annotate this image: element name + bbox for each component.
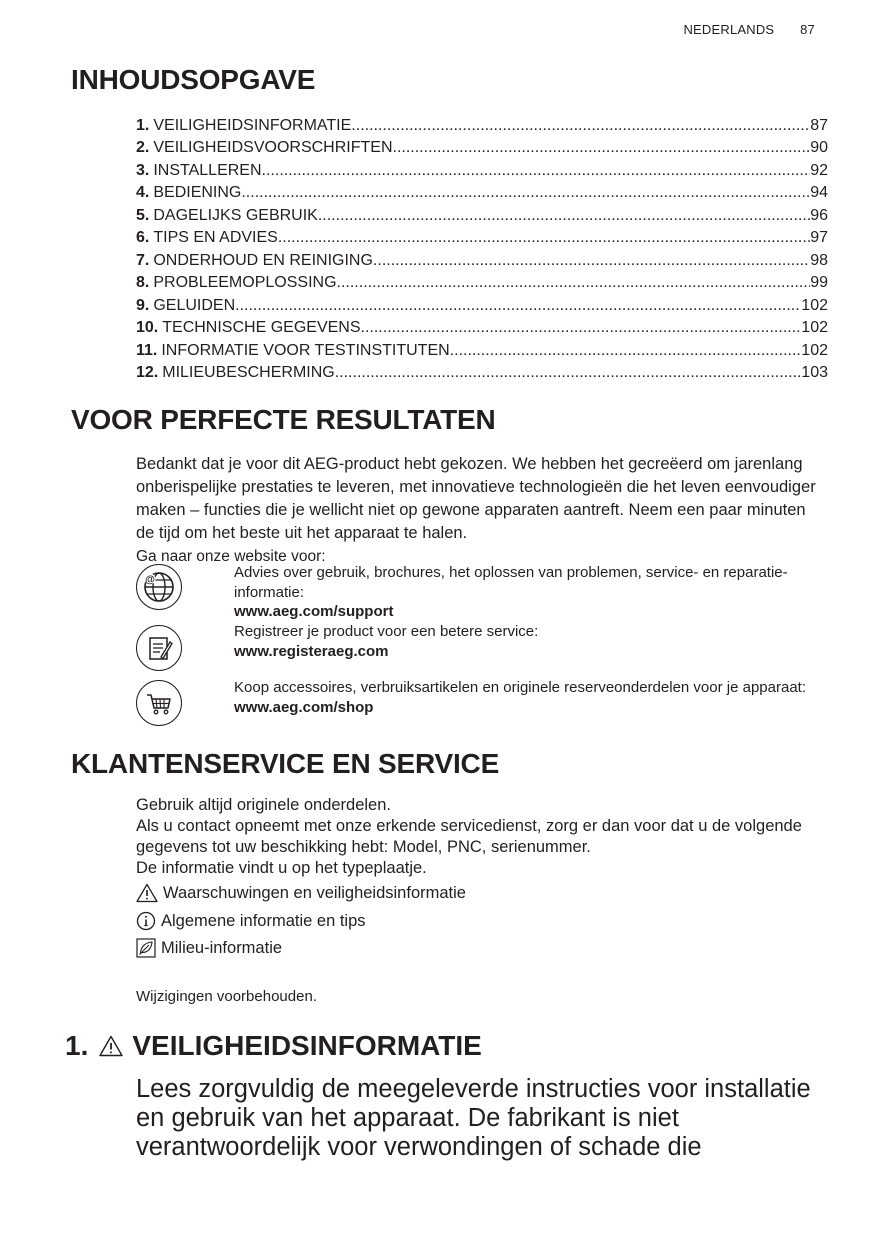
toc-dot-leader	[450, 341, 802, 360]
toc-dot-leader	[235, 296, 801, 315]
toc-entry-number: 4.	[136, 184, 150, 201]
toc-entry[interactable]	[136, 292, 828, 315]
register-link-url[interactable]: www.registeraeg.com	[234, 642, 389, 660]
toc-entry-number: 9.	[136, 296, 150, 314]
toc-dot-leader	[278, 228, 810, 247]
service-line-3: De informatie vindt u op het typeplaatje.	[136, 859, 427, 877]
toc-entry-number: 6.	[136, 229, 150, 246]
toc-entry[interactable]	[136, 337, 828, 360]
toc-entry-label: BEDIENING	[153, 184, 242, 201]
toc-entry-label: VEILIGHEIDSVOORSCHRIFTEN	[153, 139, 393, 156]
register-link-text: Registreer je product voor een betere service:	[234, 623, 539, 640]
legend-environment	[136, 937, 282, 959]
support-link-text: Advies over gebruik, brochures, het oplossen van problemen, service- en reparatie-informatie:	[234, 564, 788, 601]
toc-dot-leader	[361, 318, 802, 337]
leaf-icon	[136, 937, 156, 959]
intro-paragraph	[136, 453, 826, 568]
support-link-block	[234, 563, 814, 622]
toc-dot-leader	[337, 273, 811, 292]
toc-entry-number: 8.	[136, 274, 150, 291]
toc-entry-page: 103	[801, 364, 828, 381]
toc-dot-leader	[393, 138, 811, 157]
register-link-block	[234, 622, 814, 661]
header-page-number: 87	[800, 22, 815, 37]
toc-entry-page: 99	[810, 274, 828, 291]
page-header	[683, 22, 815, 37]
toc-entry-number: 2.	[136, 139, 150, 156]
toc-entry-page: 98	[810, 251, 828, 269]
toc-entry[interactable]	[136, 225, 828, 248]
toc-entry-label: INSTALLEREN	[153, 161, 262, 179]
toc-dot-leader	[262, 161, 811, 180]
service-text	[136, 795, 836, 879]
changes-reserved: Wijzigingen voorbehouden.	[136, 988, 317, 1005]
legend-info	[136, 910, 366, 932]
website-intro: Ga naar onze website voor:	[136, 548, 326, 565]
service-line-2: Als u contact opneemt met onze erkende servicedienst, zorg er dan voor dat u de volgende gegevens tot uw beschikking hebt: Model, PNC, serienummer.	[136, 817, 802, 856]
toc-entry-label: MILIEUBESCHERMING	[162, 364, 335, 381]
toc-entry-page: 96	[810, 206, 828, 224]
toc-entry[interactable]	[136, 135, 828, 158]
section-1-lead: Lees zorgvuldig de meegeleverde instructies voor installatie en gebruik van het apparaat. De fabrikant is niet verantwoordelijk voor verwondingen of schade die	[136, 1075, 811, 1161]
info-circle-icon	[136, 910, 156, 932]
toc-entry-page: 87	[810, 116, 828, 134]
customer-service-title: KLANTENSERVICE EN SERVICE	[71, 748, 500, 779]
toc-entry-number: 10.	[136, 319, 159, 336]
warning-triangle-icon	[99, 1035, 123, 1057]
toc-entry-label: PROBLEEMOPLOSSING	[153, 274, 337, 291]
toc-entry[interactable]	[136, 270, 828, 293]
toc-entry-number: 12.	[136, 364, 159, 381]
shop-link-text: Koop accessoires, verbruiksartikelen en originele reserveonderdelen voor je apparaat:	[234, 679, 806, 696]
toc-entry-number: 3.	[136, 161, 150, 179]
toc-entry-page: 102	[801, 341, 828, 359]
toc-entry-page: 97	[810, 229, 828, 246]
toc-entry-page: 90	[810, 139, 828, 156]
toc-entry[interactable]	[136, 157, 828, 180]
support-link-url[interactable]: www.aeg.com/support	[234, 603, 394, 620]
toc-entry[interactable]	[136, 247, 828, 270]
header-language: NEDERLANDS	[683, 22, 775, 37]
toc-entry-label: INFORMATIE VOOR TESTINSTITUTEN	[161, 341, 450, 359]
toc-entry-number: 11.	[136, 341, 158, 359]
toc-entry[interactable]	[136, 360, 828, 383]
toc-entry-page: 102	[801, 296, 828, 314]
toc-entry-page: 102	[801, 319, 828, 336]
register-form-icon	[136, 625, 182, 671]
toc-entry-label: GELUIDEN	[153, 296, 236, 314]
toc-entry[interactable]	[136, 315, 828, 338]
toc-entry-number: 1.	[136, 116, 150, 134]
legend-environment-label: Milieu-informatie	[161, 938, 283, 957]
legend-info-label: Algemene informatie en tips	[161, 911, 366, 930]
shop-link-block	[234, 678, 814, 717]
toc-entry-page: 94	[810, 184, 828, 201]
toc-dot-leader	[335, 363, 802, 382]
toc-entry[interactable]	[136, 180, 828, 203]
toc-entry-label: TECHNISCHE GEGEVENS	[162, 319, 361, 336]
table-of-contents	[136, 112, 828, 382]
toc-entry-number: 7.	[136, 251, 150, 269]
toc-dot-leader	[351, 116, 810, 135]
toc-entry-label: VEILIGHEIDSINFORMATIE	[153, 116, 352, 134]
shopping-cart-icon	[136, 680, 182, 726]
toc-title: INHOUDSOPGAVE	[71, 64, 316, 95]
toc-entry-label: DAGELIJKS GEBRUIK	[153, 206, 318, 224]
toc-entry[interactable]	[136, 202, 828, 225]
legend-warning	[136, 882, 466, 904]
globe-at-icon	[136, 564, 182, 610]
legend-warning-label: Waarschuwingen en veiligheidsinformatie	[163, 883, 466, 902]
toc-entry-label: ONDERHOUD EN REINIGING	[153, 251, 373, 269]
toc-entry-label: TIPS EN ADVIES	[153, 229, 278, 246]
svg-text:@: @	[145, 574, 155, 586]
shop-link-url[interactable]: www.aeg.com/shop	[234, 698, 374, 716]
section-1-number: 1.	[65, 1030, 89, 1061]
toc-dot-leader	[373, 251, 810, 270]
warning-triangle-icon	[136, 882, 158, 904]
toc-entry-page: 92	[810, 161, 828, 179]
toc-entry[interactable]	[136, 112, 828, 135]
perfect-results-title: VOOR PERFECTE RESULTATEN	[71, 404, 496, 435]
intro-text: Bedankt dat je voor dit AEG-product hebt gekozen. We hebben het gecreëerd om jarenlang onberispelijke prestaties te leveren, met innovatieve technologieën die het leven eenvoudiger maken – functies die je wellicht niet op gewone apparaten aantreft. Neem een paar minuten de tijd om het beste uit het apparaat te halen.	[136, 455, 816, 542]
service-line-1: Gebruik altijd originele onderdelen.	[136, 796, 391, 814]
toc-dot-leader	[241, 183, 810, 202]
section-1-title: VEILIGHEIDSINFORMATIE	[132, 1030, 482, 1061]
toc-dot-leader	[318, 206, 810, 225]
section-1-heading	[65, 1030, 482, 1062]
toc-entry-number: 5.	[136, 206, 150, 224]
